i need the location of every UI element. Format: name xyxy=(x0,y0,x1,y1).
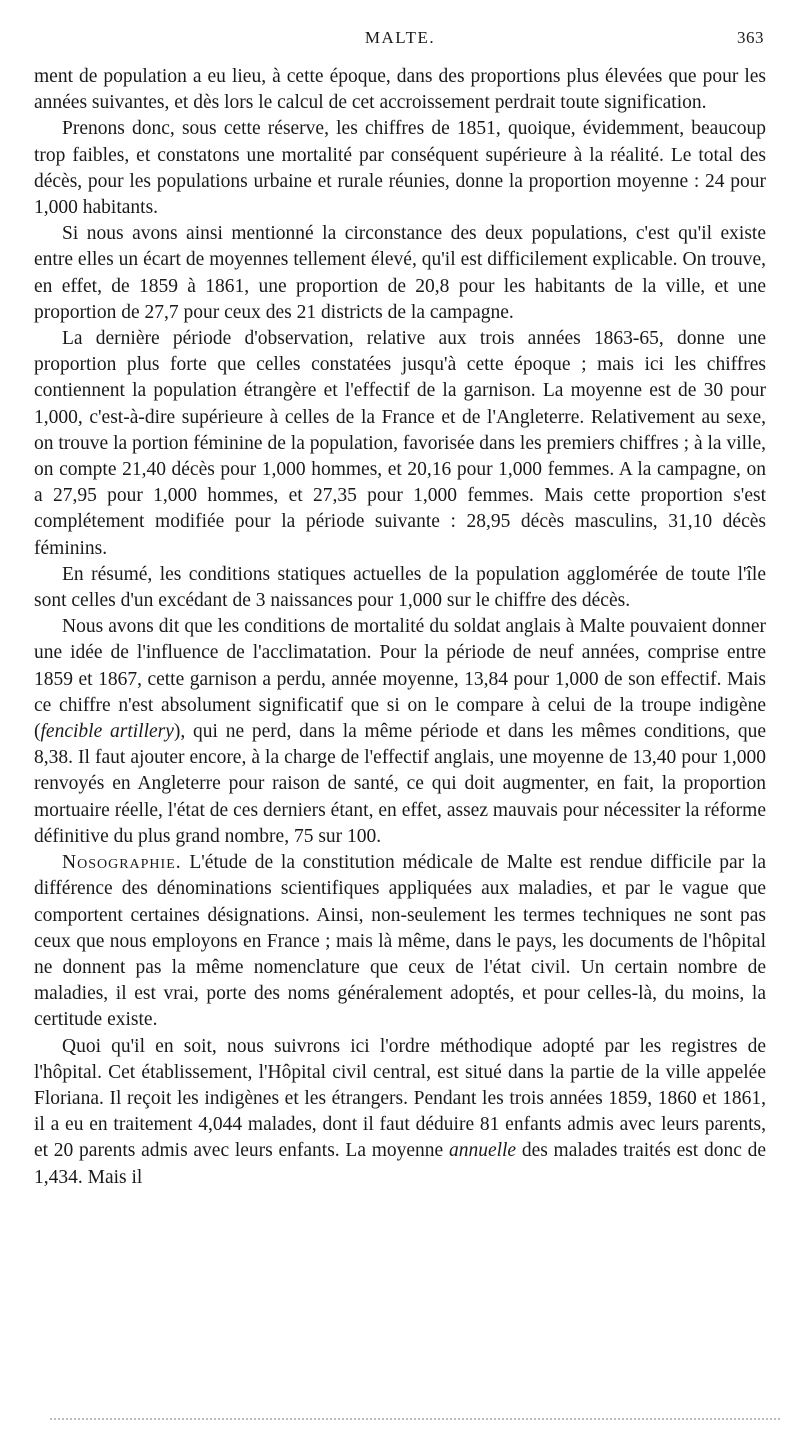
paragraph-population-gap xyxy=(34,221,766,326)
paragraph-continuation xyxy=(34,64,766,116)
paragraph-text-after: ), qui ne perd, dans la même période et dans les mêmes conditions, que 8,38. Il faut ajouter encore, à la charge de l'effectif anglais, une moyenne de 13,40 pour 1,000 renvoyés en Angleterre pour raison de santé, ce qui doit augmenter, en fait, la proportion mortuaire réelle, l'état de ces derniers étant, en effet, assez mauvais pour nécessiter la réforme définitive du plus grand nombre, 75 sur 100. xyxy=(34,721,766,847)
paragraph-last-period xyxy=(34,326,766,562)
paragraph-text-before: Quoi qu'il en soit, nous suivrons ici l'ordre méthodique adopté par les registres de l'hôpital. Cet établissement, l'Hôpital civil central, est situé dans la partie de la ville appelée Floriana. Il reçoit les indigènes et les étrangers. Pendant les trois années 1859, 1860 et 1861, il a eu en traitement 4,044 malades, dont il faut déduire 81 enfants admis avec leurs parents, et 20 parents admis avec leurs enfants. La moyenne xyxy=(34,1035,766,1162)
paragraph-hospital xyxy=(34,1034,766,1191)
paragraph-1851-figures xyxy=(34,116,766,221)
paragraph-text: Si nous avons ainsi mentionné la circonstance des deux populations, c'est qu'il existe entre elles un écart de moyennes tellement élevé, qu'il est difficilement explicable. On trouve, en effet, de 1859 à 1861, une proportion de 20,8 pour les habitants de la ville, et une proportion de 27,7 pour ceux des 21 districts de la campagne. xyxy=(34,223,766,323)
section-lead: Nosographie. xyxy=(62,852,182,874)
page-number: 363 xyxy=(737,28,764,47)
paragraph-text-before: Nous avons dit que les conditions de mortalité du soldat anglais à Malte pouvaient donner une idée de l'influence de l'acclimatation. Pour la période de neuf années, comprise entre 1859 et 1867, cette garnison a perdu, année moyenne, 13,84 pour 1,000 de son effectif. Mais ce chiffre n'est absolument significatif que si on le compare à celui de la troupe indigène ( xyxy=(34,616,766,743)
paragraph-text: ment de population a eu lieu, à cette époque, dans des proportions plus élevées que pour les années suivantes, et dès lors le calcul de cet accroissement perdrait toute signification. xyxy=(34,66,766,114)
running-head xyxy=(34,0,766,47)
paragraph-summary xyxy=(34,562,766,614)
body-text xyxy=(34,64,766,1191)
italic-term: fencible artillery xyxy=(40,721,174,743)
paragraph-garrison-mortality xyxy=(34,614,766,850)
paragraph-text-after: des malades traités est donc de 1,434. Mais il xyxy=(34,1140,767,1188)
running-title: MALTE. xyxy=(364,28,436,47)
italic-term: annuelle xyxy=(448,1140,517,1162)
bleed-through-rule xyxy=(50,1418,780,1420)
paragraph-text: La dernière période d'observation, relative aux trois années 1863-65, donne une proportion plus forte que celles constatées jusqu'à cette époque ; mais ici les chiffres contiennent la population étrangère et l'effectif de la garnison. La moyenne est de 30 pour 1,000, c'est-à-dire supérieure à celles de la France et de l'Angleterre. Relativement au sexe, on trouve la portion féminine de la population, favorisée dans les premiers chiffres ; à la ville, on compte 21,40 décès pour 1,000 hommes, et 20,16 pour 1,000 femmes. A la campagne, on a 27,95 pour 1,000 hommes, et 27,35 pour 1,000 femmes. Mais cette proportion s'est complétement modifiée pour la période suivante : 28,95 décès masculins, 31,10 décès féminins. xyxy=(34,328,766,559)
book-page xyxy=(34,0,766,1456)
paragraph-nosography xyxy=(34,850,766,1033)
paragraph-text: En résumé, les conditions statiques actuelles de la population agglomérée de toute l'île sont celles d'un excédant de 3 naissances pour 1,000 sur le chiffre des décès. xyxy=(34,563,766,612)
paragraph-text: L'étude de la constitution médicale de Malte est rendue difficile par la différence des dénominations scientifiques appliquées aux maladies, et par le vague que comportent certaines désignations. Ainsi, non-seulement les termes techniques ne sont pas ceux que nous employons en France ; mais là même, dans le pays, les documents de l'hôpital ne donnent pas la même nomenclature que ceux de l'état civil. Un certain nombre de maladies, il est vrai, porte des noms généralement adoptés, et pour celles-là, du moins, la certitude existe. xyxy=(34,852,766,1031)
paragraph-text: Prenons donc, sous cette réserve, les chiffres de 1851, quoique, évidemment, beaucoup trop faibles, et constatons une mortalité par conséquent supérieure à la réalité. Le total des décès, pour les populations urbaine et rurale réunies, donne la proportion moyenne : 24 pour 1,000 habitants. xyxy=(34,118,766,219)
